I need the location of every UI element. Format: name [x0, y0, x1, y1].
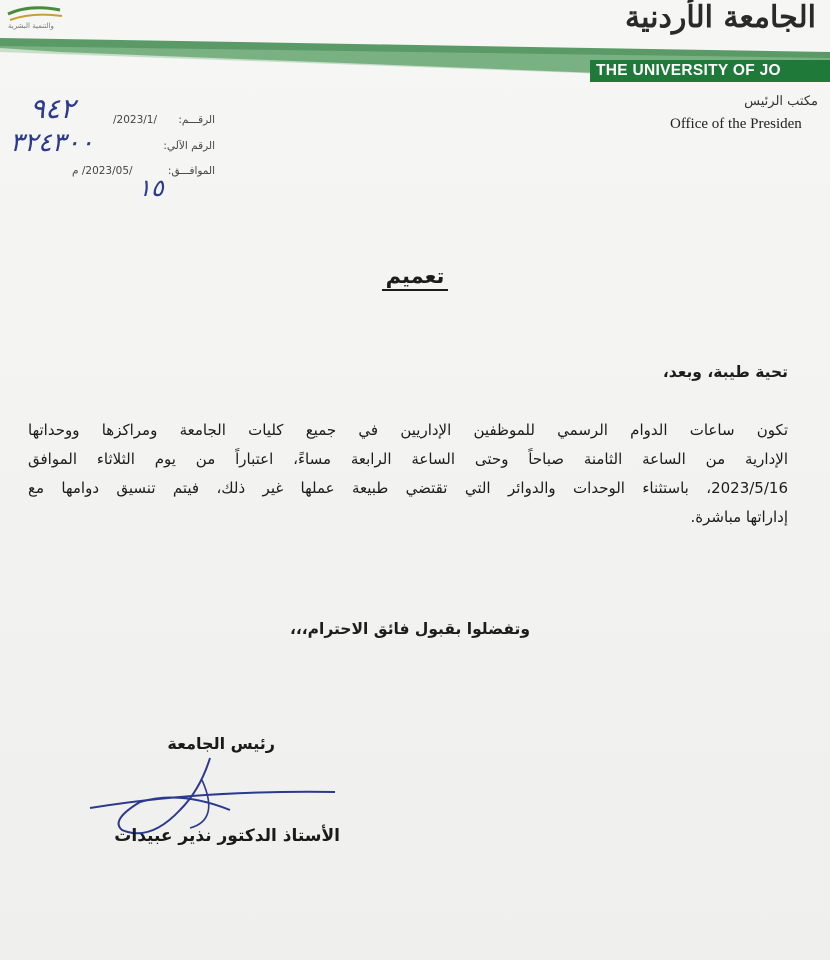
reference-number-value: /2023/1/ [113, 114, 158, 126]
university-logo-arabic: الجامعة الأردنية [624, 0, 816, 35]
office-label-english: Office of the Presiden [670, 116, 802, 132]
title-text: تعميم [382, 264, 449, 291]
handwritten-computer-number: ٣٢٤٣٠٠ [10, 128, 94, 158]
computer-number-label: الرقم الآلي: [163, 140, 215, 152]
paragraph-line-3: 2023/5/16، باستثناء الوحدات والدوائر التي تقتضي طبيعة عملها غير ذلك، فيتم تنسيق دوامها مع [28, 479, 788, 497]
signatory-name: الأستاذ الدكتور نذير عبيدات [114, 826, 340, 846]
paragraph-line-2: الإدارية من الساعة الثامنة صباحاً وحتى الساعة الرابعة مساءً، اعتباراً من يوم الثلاثاء الموافق [28, 450, 788, 468]
reference-number-label: الرقـــم: [178, 114, 215, 126]
handwritten-reference-number: ٩٤٢ [30, 92, 76, 125]
date-label: الموافـــق: [167, 165, 215, 177]
closing-line: وتفضلوا بقبول فائق الاحترام،،، [290, 620, 530, 638]
handwritten-day: ١٥ [138, 174, 164, 202]
paragraph-line-4: إداراتها مباشرة. [690, 508, 788, 526]
document-title [0, 264, 830, 291]
greeting: تحية طيبة، وبعد، [662, 363, 788, 381]
secondary-logo [0, 0, 70, 40]
office-label-arabic: مكتب الرئيس [744, 94, 818, 109]
paragraph-line-1: تكون ساعات الدوام الرسمي للموظفين الإداريين في جميع كليات الجامعة ومراكزها ووحداتها [28, 421, 788, 439]
signatory-title: رئيس الجامعة [167, 734, 275, 753]
logo-tagline: والتنمية البشرية [8, 22, 54, 30]
date-value: /2023/05/ م [72, 165, 133, 177]
university-name-english: THE UNIVERSITY OF JO [590, 60, 830, 82]
